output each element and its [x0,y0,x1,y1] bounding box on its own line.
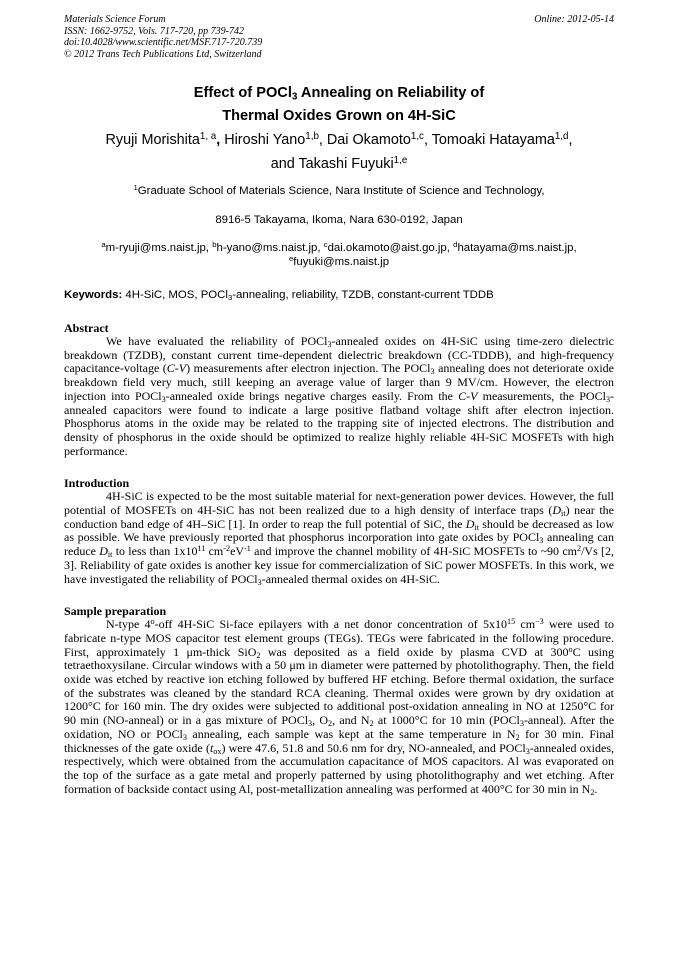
email-link[interactable]: m-ryuji@ms.naist.jp [105,242,206,254]
abstract-section [64,321,614,458]
author-name: Ryuji Morishita [105,132,200,148]
email-list: $^a$m-ryuji@ms.naist.jp, $^b$h-yano@ms.naist.jp, $^c$dai.okamoto@aist.go.jp, $^d$hatayama@ms.naist.jp, $^e$fuyuki@ms.naist.jp [101,240,577,268]
authors-line-1: Ryuji Morishita$^{1, a}$, Hiroshi Yano$^{1,b}$, Dai Okamoto$^{1,c}$, Tomoaki Hatayama$^{1,d}$, [105,131,573,148]
keywords: Keywords: 4H-SiC, MOS, POCl$_3$-annealing, reliability, TZDB, constant-current TDDB [64,289,494,302]
online-date: Online: 2012-05-14 [534,14,614,25]
copyright-line: © 2012 Trans Tech Publications Ltd, Switzerland [64,48,262,60]
email-link[interactable]: h-yano@ms.naist.jp [216,242,318,254]
title-line-2: Thermal Oxides Grown on 4H-SiC [222,108,456,124]
paper-title [64,82,614,128]
affiliation: $^1$Graduate School of Materials Science, Nara Institute of Science and Technology, [133,183,545,197]
sample-preparation-heading: Sample preparation [64,604,167,619]
author-name: Takashi Fuyuki [298,156,394,172]
abstract-heading: Abstract [64,321,109,335]
title-line-1: Effect of POCl$_3$ Annealing on Reliability of [193,85,485,103]
author-name: Dai Okamoto [326,132,411,148]
abstract-text: We have evaluated the reliability of POCl$_3$-annealed oxides on 4H-SiC using time-zero dielectric breakdown (TZDB), constant current time-dependent dielectric breakdown (CC-TDDB), and high-frequency capacitance-voltage (C-V) measurements after electron injection. The POCl$_3$ annealing does not deteriorate oxide breakdown field very much, still keeping an average value of larger than 9 MV/cm. However, the electron injection into POCl$_3$-annealed oxide brings negative charges easily. From the C-V measurements, the POCl$_3$-annealed capacitors were found to indicate a large positive flatband voltage shift after electron injection. Phosphorus atoms in the oxide may be related to the trapping site of injected electrons. The distribution and density of phosphorus in the oxide should be optimized to realize highly reliable 4H-SiC MOSFETs with high performance. [64,334,615,458]
journal-header [64,14,614,60]
authors-line-2: and Takashi Fuyuki$^{1,e}$ [270,155,408,172]
email-link[interactable]: hatayama@ms.naist.jp [457,242,574,254]
keywords-label: Keywords: [64,289,123,301]
email-link[interactable]: dai.okamoto@aist.go.jp [327,242,447,254]
introduction-section [64,476,614,586]
journal-name: Materials Science Forum [64,14,166,25]
sample-preparation-section [64,604,614,796]
author-name: Tomoaki Hatayama [431,132,555,148]
doi-line: doi:10.4028/www.scientific.net/MSF.717-720.739 [64,37,263,48]
sample-preparation-text: N-type 4$^o$-off 4H-SiC Si-face epilayers with a net donor concentration of $5x10^{15}$ $cm^{-3}$ were used to fabricate n-type MOS capacitor test element groups (TEGs). TEGs were fabricated in the following procedure. First, approximately 1 μm-thick SiO$_2$ was deposited as a field oxide by plasma CVD at 300$^o$C using tetraethoxysilane. Circular windows with a 50 μm in diameter were patterned by photolithography. Then, the field oxide was etched by reactive ion etching followed by buffered HF etching. Before thermal oxidation, the surface of the substrates was cleaned by the standard RCA cleaning. Thermal oxides were grown by dry oxidation at 1200°C for 160 min. The dry oxides were subjected to additional post-oxidation annealing in NO at 1250°C for 90 min (NO-anneal) or in a gas mixture of POCl$_3$, $O_2$, and $N_2$ at 1000°C for 10 min (POCl$_3$-anneal). After the oxidation, NO or POCl$_3$ annealing, each sample was kept at the same temperature in $N_2$ for 30 min. Final thicknesses of the gate oxide $(t_{ox})$ were 47.6, 51.8 and 50.6 nm for dry, NO-annealed, and POCl$_3$-annealed oxides, respectively, which were obtained from the accumulation capacitance of MOS capacitors. Al was evaporated on the top of the surface as a gate metal and properly patterned by using photolithography and wet etching. After formation of backside contact using Al, post-metallization annealing was performed at 400°C for 30 min in $N_2$. [64,617,615,797]
author-list [64,128,614,176]
email-link[interactable]: fuyuki@ms.naist.jp [293,256,390,268]
affiliation-address: 8916-5 Takayama, Ikoma, Nara 630-0192, Japan [215,214,463,226]
introduction-text: 4H-SiC is expected to be the most suitable material for next-generation power devices. However, the full potential of MOSFETs on 4H-SiC has not been realized due to a high density of interface traps $(D_{it})$ near the conduction band edge of 4H–SiC [1]. In order to reap the full potential of SiC, the $D_{it}$ should be decreased as low as possible. We have previously reported that phosphorus incorporation into gate oxides by POCl$_3$ annealing can reduce $D_{it}$ to less than $1x10^{11}$ $cm^{-2}eV^{-1}$ and improve the channel mobility of 4H-SiC MOSFETs to ~90 $cm^2/Vs$ [2, 3]. Reliability of gate oxides is another key issue for commercialization of SiC power MOSFETs. In this work, we have investigated the reliability of POCl$_3$-annealed thermal oxides on 4H-SiC. [64,489,614,587]
introduction-heading: Introduction [64,476,130,491]
issn-line: ISSN: 1662-9752, Vols. 717-720, pp 739-742 [64,25,244,37]
author-name: Hiroshi Yano [224,132,306,148]
